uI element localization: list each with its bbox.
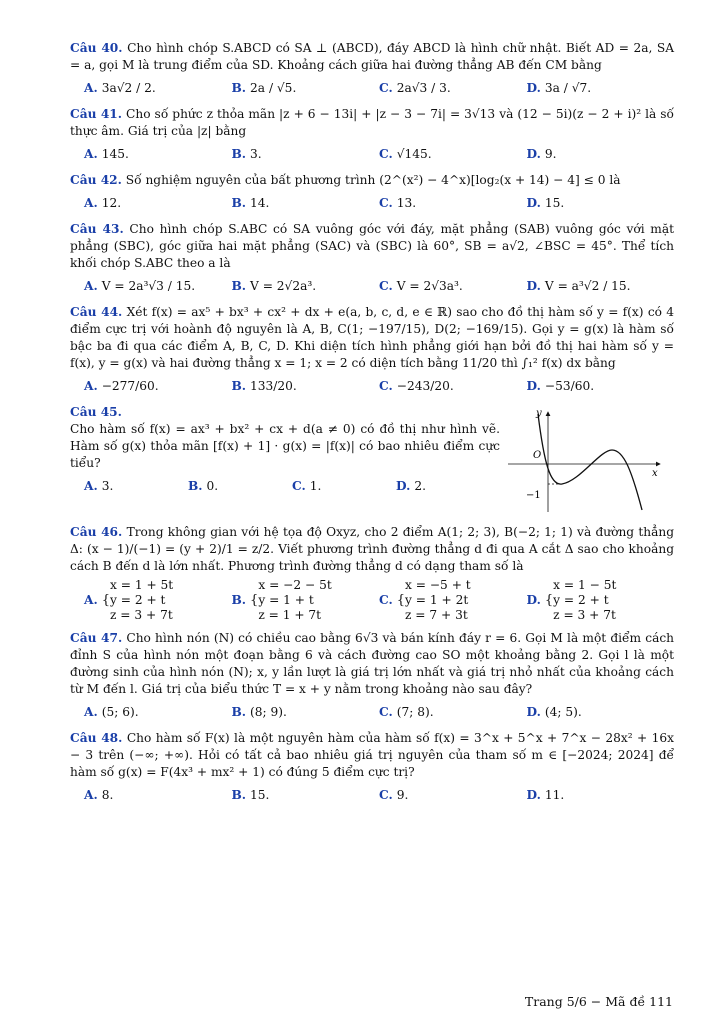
question-label: Câu 44. [70,305,123,319]
cubic-graph [500,402,670,517]
option-b[interactable]: B. 0. [188,478,219,493]
option-b[interactable]: B. 14. [231,195,270,210]
options [70,784,674,806]
question-text: Cho hàm số F(x) là một nguyên hàm của hàm số f(x) = 3^x + 5^x + 7^x − 28x² + 16x − 3 trên (−∞; +∞). Hỏi có tất cả bao nhiêu giá trị nguyên của tham số m ∈ [−2024; 2024] để hàm số g(x) = F(4x³ + mx² + 1) có đúng 5 điểm cực trị? [70,731,675,779]
option-a[interactable]: A. { x = 1 + 5t y = 2 + t z = 3 + 7t [84,578,174,622]
option-c[interactable]: C. 13. [379,195,417,210]
question-label: Câu 42. [70,173,122,187]
option-a[interactable]: A. (5; 6). [84,704,139,719]
options [70,701,674,723]
option-b[interactable]: B. 3. [231,146,262,161]
question-45 [70,404,674,517]
question-text: Cho hình chóp S.ABC có SA vuông góc với đáy, mặt phẳng (SAB) vuông góc với mặt phẳng (SBC), góc giữa hai mặt phẳng (SAC) và (SBC) là 60°, SB = a√2, ∠BSC = 45°. Thể tích khối chóp S.ABC theo a là [70,222,674,270]
question-label: Câu 46. [70,525,123,539]
option-c[interactable]: C. −243/20. [379,378,454,393]
question-text: Cho hình nón (N) có chiều cao bằng 6√3 và bán kính đáy r = 6. Gọi M là một điểm cách đỉnh S của hình nón một đoạn bằng 6 và cách đường cao SO một khoảng bằng 2. Gọi l là một đường sinh của hình nón (N); x, y lần lượt là giá trị lớn nhất và giá trị nhỏ nhất của khoảng cách từ M đến l. Giá trị của biểu thức T = x + y nằm trong khoảng nào sau đây? [70,631,675,696]
options [70,143,674,165]
question-46 [70,524,674,623]
option-d[interactable]: D. V = a³√2 / 15. [526,278,631,293]
question-text: Cho số phức z thỏa mãn |z + 6 − 13i| + |z − 3 − 7i| = 3√13 và (12 − 5i)(z − 2 + i)² là số thực âm. Giá trị của |z| bằng [70,107,675,138]
question-44 [70,304,674,397]
option-c[interactable]: C. 9. [379,787,409,802]
option-a[interactable]: A. 3. [84,478,114,493]
options [70,578,674,623]
option-b[interactable]: B. 2a / √5. [231,80,297,95]
option-d[interactable]: D. 3a / √7. [526,80,592,95]
question-41 [70,106,674,165]
option-a[interactable]: A. 8. [84,787,114,802]
options [70,275,674,297]
options [70,475,500,497]
question-text: Xét f(x) = ax⁵ + bx³ + cx² + dx + e(a, b, c, d, e ∈ ℝ) sao cho đồ thị hàm số y = f(x) có 4 điểm cực trị với hoành độ nguyên là A, B, C(1; −197/15), D(2; −169/15). Gọi y = g(x) là hàm số bậc ba đi qua các điểm A, B, C, D. Khi diện tích hình phẳng giới hạn bởi đồ thị hai hàm số y = f(x), y = g(x) và hai đường thẳng x = 1; x = 2 có diện tích bằng 11/20 thì ∫₁² f(x) dx bằng [70,305,675,370]
question-label: Câu 41. [70,107,123,121]
option-b[interactable]: B. V = 2√2a³. [231,278,317,293]
min-label: −1 [526,490,541,501]
cubic-curve [538,414,642,510]
options [70,375,674,397]
question-text: Cho hình chóp S.ABCD có SA ⊥ (ABCD), đáy ABCD là hình chữ nhật. Biết AD = 2a, SA = a, gọi M là trung điểm của SD. Khoảng cách giữa hai đường thẳng AB đến CM bằng [70,41,675,72]
option-d[interactable]: D. (4; 5). [526,704,582,719]
option-b[interactable]: B. 133/20. [231,378,297,393]
question-47 [70,630,674,723]
page-footer: Trang 5/6 − Mã đề 111 [524,994,673,1009]
option-d[interactable]: D. 2. [396,478,427,493]
option-b[interactable]: B. (8; 9). [231,704,287,719]
question-42 [70,172,674,214]
option-a[interactable]: A. 12. [84,195,122,210]
option-c[interactable]: C. (7; 8). [379,704,434,719]
option-d[interactable]: D. 11. [526,787,565,802]
option-c[interactable]: C. √145. [379,146,432,161]
option-b[interactable]: B. 15. [231,787,270,802]
option-a[interactable]: A. 3a√2 / 2. [84,80,156,95]
option-c[interactable]: C. 2a√3 / 3. [379,80,451,95]
option-d[interactable]: D. { x = 1 − 5t y = 2 + t z = 3 + 7t [526,578,617,622]
question-text: Cho hàm số f(x) = ax³ + bx² + cx + d(a ≠ 0) có đồ thị như hình vẽ. Hàm số g(x) thỏa mãn [f(x) + 1] · g(x) = |f(x)| có bao nhiêu điểm cực tiểu? [70,422,500,470]
option-c[interactable]: C. 1. [292,478,322,493]
question-label: Câu 43. [70,222,124,236]
x-label: x [652,468,658,479]
options [70,77,674,99]
option-b[interactable]: B. { x = −2 − 5t y = 1 + t z = 1 + 7t [231,578,332,622]
question-label: Câu 45. [70,405,122,419]
option-d[interactable]: D. 15. [526,195,565,210]
option-a[interactable]: A. −277/60. [84,378,159,393]
option-c[interactable]: C. { x = −5 + t y = 1 + 2t z = 7 + 3t [379,578,471,622]
option-c[interactable]: C. V = 2√3a³. [379,278,463,293]
option-a[interactable]: A. 145. [84,146,129,161]
option-d[interactable]: D. −53/60. [526,378,595,393]
question-40 [70,40,674,99]
question-text: Trong không gian với hệ tọa độ Oxyz, cho 2 điểm A(1; 2; 3), B(−2; 1; 1) và đường thẳng Δ: (x − 1)/(−1) = (y + 2)/1 = z/2. Viết phương trình đường thẳng d đi qua A cắt Δ sao cho khoảng cách B đến d là lớn nhất. Phương trình đường thẳng d có dạng tham số là [70,525,675,573]
question-text: Số nghiệm nguyên của bất phương trình (2^(x²) − 4^x)[log₂(x + 14) − 4] ≤ 0 là [125,173,621,187]
option-d[interactable]: D. 9. [526,146,557,161]
question-label: Câu 48. [70,731,123,745]
options [70,192,674,214]
question-label: Câu 40. [70,41,123,55]
origin-label: O [533,450,542,461]
question-label: Câu 47. [70,631,123,645]
question-43 [70,221,674,297]
option-a[interactable]: A. V = 2a³√3 / 15. [84,278,196,293]
exam-page [70,40,674,813]
y-label: y [536,408,542,419]
question-48 [70,730,674,806]
